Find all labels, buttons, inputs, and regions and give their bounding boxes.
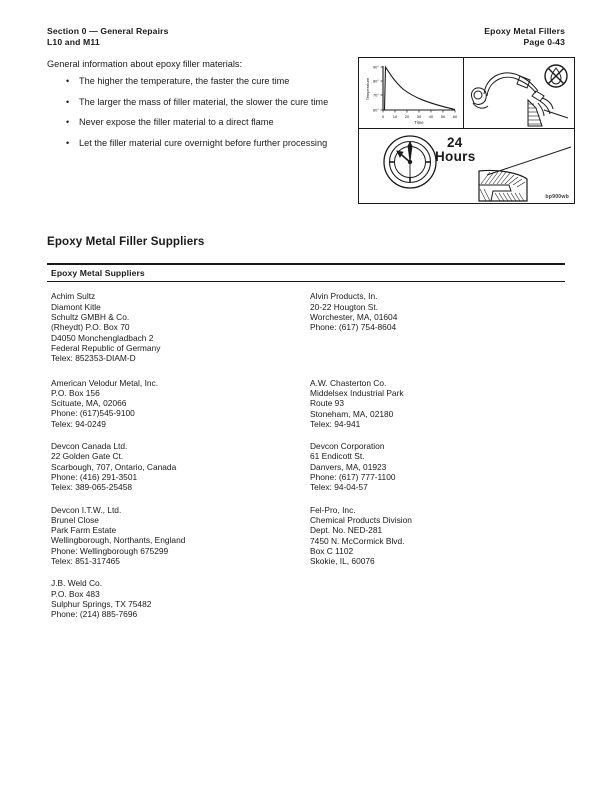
page-number: Page 0-43 xyxy=(523,37,565,48)
torch-illustration xyxy=(464,58,574,128)
table-column-left xyxy=(47,291,306,619)
table-row xyxy=(310,378,565,429)
running-head-left xyxy=(47,26,169,48)
supplier-line: Phone: (617)545-9100 xyxy=(51,408,135,419)
table-row xyxy=(51,291,306,363)
supplier-line: Worchester, MA, 01604 xyxy=(310,312,398,323)
supplier-line: Schultz GMBH & Co. xyxy=(51,312,130,323)
supplier-line: Telex: 852353-DIAM-D xyxy=(51,353,136,364)
temperature-time-chart xyxy=(359,58,464,128)
svg-text:30: 30 xyxy=(416,114,422,119)
svg-text:10: 10 xyxy=(392,114,398,119)
page-title: Epoxy Metal Filler Suppliers xyxy=(47,235,205,248)
supplier-line: Telex: 94-941 xyxy=(310,418,361,429)
supplier-line: Fel-Pro, Inc. xyxy=(310,504,356,515)
running-head-right xyxy=(484,26,565,48)
list-item-text: The larger the mass of filler material, the slower the cure time xyxy=(79,96,329,107)
list-item xyxy=(64,138,346,150)
bullet-list xyxy=(64,76,346,158)
bullet-icon: • xyxy=(66,96,70,107)
supplier-line: (Rheydt) P.O. Box 70 xyxy=(51,322,130,333)
list-item xyxy=(64,76,346,88)
list-item xyxy=(64,97,346,109)
supplier-line: Scituate, MA, 02066 xyxy=(51,398,127,409)
cure-hours-label: Hours xyxy=(435,149,476,164)
supplier-line: Wellingborough, Northants, England xyxy=(51,535,186,546)
figure-panel-cure-time xyxy=(359,129,574,203)
supplier-line: Phone: (617) 777-1100 xyxy=(310,472,396,483)
supplier-line: P.O. Box 156 xyxy=(51,387,100,398)
supplier-line: Devcon I.T.W., Ltd. xyxy=(51,504,122,515)
svg-text:Time: Time xyxy=(414,120,424,125)
table-row xyxy=(51,378,306,429)
no-flame-icon xyxy=(545,65,567,87)
svg-text:80°: 80° xyxy=(372,78,379,84)
figure-panel-chart xyxy=(359,58,464,129)
table-column-header: Epoxy Metal Suppliers xyxy=(51,267,145,278)
supplier-line: Telex: 94-04-57 xyxy=(310,482,368,493)
list-item-text: Let the filler material cure overnight before further processing xyxy=(79,137,328,148)
section-label: Section 0 — General Repairs xyxy=(47,26,169,36)
list-item-text: Never expose the filler material to a direct flame xyxy=(79,117,274,128)
svg-text:40: 40 xyxy=(428,114,434,119)
table-body xyxy=(47,281,565,619)
supplier-table xyxy=(47,263,565,620)
supplier-line: D4050 Monchengladbach 2 xyxy=(51,332,154,343)
clock-illustration xyxy=(359,129,574,203)
supplier-line: Middelsex Industrial Park xyxy=(310,387,404,398)
bullet-icon: • xyxy=(66,117,70,128)
supplier-line: 61 Endicott St. xyxy=(310,451,365,462)
supplier-line: Devcon Corporation xyxy=(310,441,385,452)
svg-text:60°: 60° xyxy=(372,107,379,113)
bullet-icon: • xyxy=(66,76,70,86)
supplier-line: Phone: (214) 885-7696 xyxy=(51,609,138,620)
supplier-line: J.B. Weld Co. xyxy=(51,578,103,589)
table-row xyxy=(310,441,565,492)
supplier-line: P.O. Box 483 xyxy=(51,588,100,599)
supplier-line: Brunel Close xyxy=(51,514,99,525)
supplier-line: Park Farm Estate xyxy=(51,525,117,536)
svg-text:20: 20 xyxy=(404,114,410,119)
svg-text:50: 50 xyxy=(440,114,446,119)
intro-text: General information about epoxy filler materials: xyxy=(47,59,243,69)
supplier-line: Federal Republic of Germany xyxy=(51,342,161,353)
bullet-icon: • xyxy=(66,137,70,148)
running-head xyxy=(47,26,565,48)
illustration-figure xyxy=(358,57,575,204)
supplier-line: Telex: 389-065-25458 xyxy=(51,482,133,493)
supplier-line: Chemical Products Division xyxy=(310,514,412,525)
figure-top-row xyxy=(359,58,574,129)
table-row xyxy=(51,505,306,567)
figure-caption: bp900wb xyxy=(545,194,569,200)
supplier-line: Phone: Wellingborough 675299 xyxy=(51,545,169,556)
svg-text:Temperature: Temperature xyxy=(365,77,370,101)
supplier-line: Box C 1102 xyxy=(310,545,354,556)
svg-text:90°: 90° xyxy=(372,64,379,70)
svg-text:0: 0 xyxy=(381,114,385,119)
supplier-line: Phone: (617) 754-8604 xyxy=(310,322,397,333)
list-item-text: The higher the temperature, the faster the cure time xyxy=(79,76,290,86)
supplier-line: Alvin Products, In. xyxy=(310,291,378,302)
supplier-line: Telex: 851-317465 xyxy=(51,556,120,567)
supplier-line: 20-22 Hougton St. xyxy=(310,301,378,312)
supplier-line: Skokie, IL, 60076 xyxy=(310,556,375,567)
figure-panel-no-flame xyxy=(464,58,574,129)
supplier-line: Dept. No. NED-281 xyxy=(310,525,383,536)
supplier-line: Route 93 xyxy=(310,398,344,409)
list-item xyxy=(64,117,346,129)
table-row xyxy=(310,291,565,332)
supplier-line: Sulphur Springs, TX 75482 xyxy=(51,598,152,609)
supplier-line: Scarbough, 707, Ontario, Canada xyxy=(51,461,177,472)
supplier-line: Stoneham, MA, 02180 xyxy=(310,408,394,419)
supplier-line: Diamont Kitle xyxy=(51,301,101,312)
supplier-line: Devcon Canada Ltd. xyxy=(51,441,128,452)
supplier-line: Danvers, MA, 01923 xyxy=(310,461,387,472)
topic-label: Epoxy Metal Fillers xyxy=(484,26,565,36)
supplier-line: Phone: (416) 291-3501 xyxy=(51,471,138,482)
supplier-line: 7450 N. McCormick Blvd. xyxy=(310,535,405,546)
table-row xyxy=(51,441,306,492)
table-column-right xyxy=(306,291,565,619)
svg-text:60: 60 xyxy=(452,114,458,119)
supplier-line: American Velodur Metal, Inc. xyxy=(51,377,159,388)
cure-hours-number: 24 xyxy=(447,135,463,150)
supplier-line: 22 Golden Gate Ct. xyxy=(51,451,124,462)
table-row xyxy=(51,578,306,619)
supplier-line: A.W. Chasterton Co. xyxy=(310,377,387,388)
svg-text:70°: 70° xyxy=(372,92,379,98)
supplier-line: Achim Sultz xyxy=(51,291,96,302)
table-row xyxy=(310,505,565,567)
supplier-line: Telex: 94-0249 xyxy=(51,418,106,429)
model-label: L10 and M11 xyxy=(47,37,100,48)
